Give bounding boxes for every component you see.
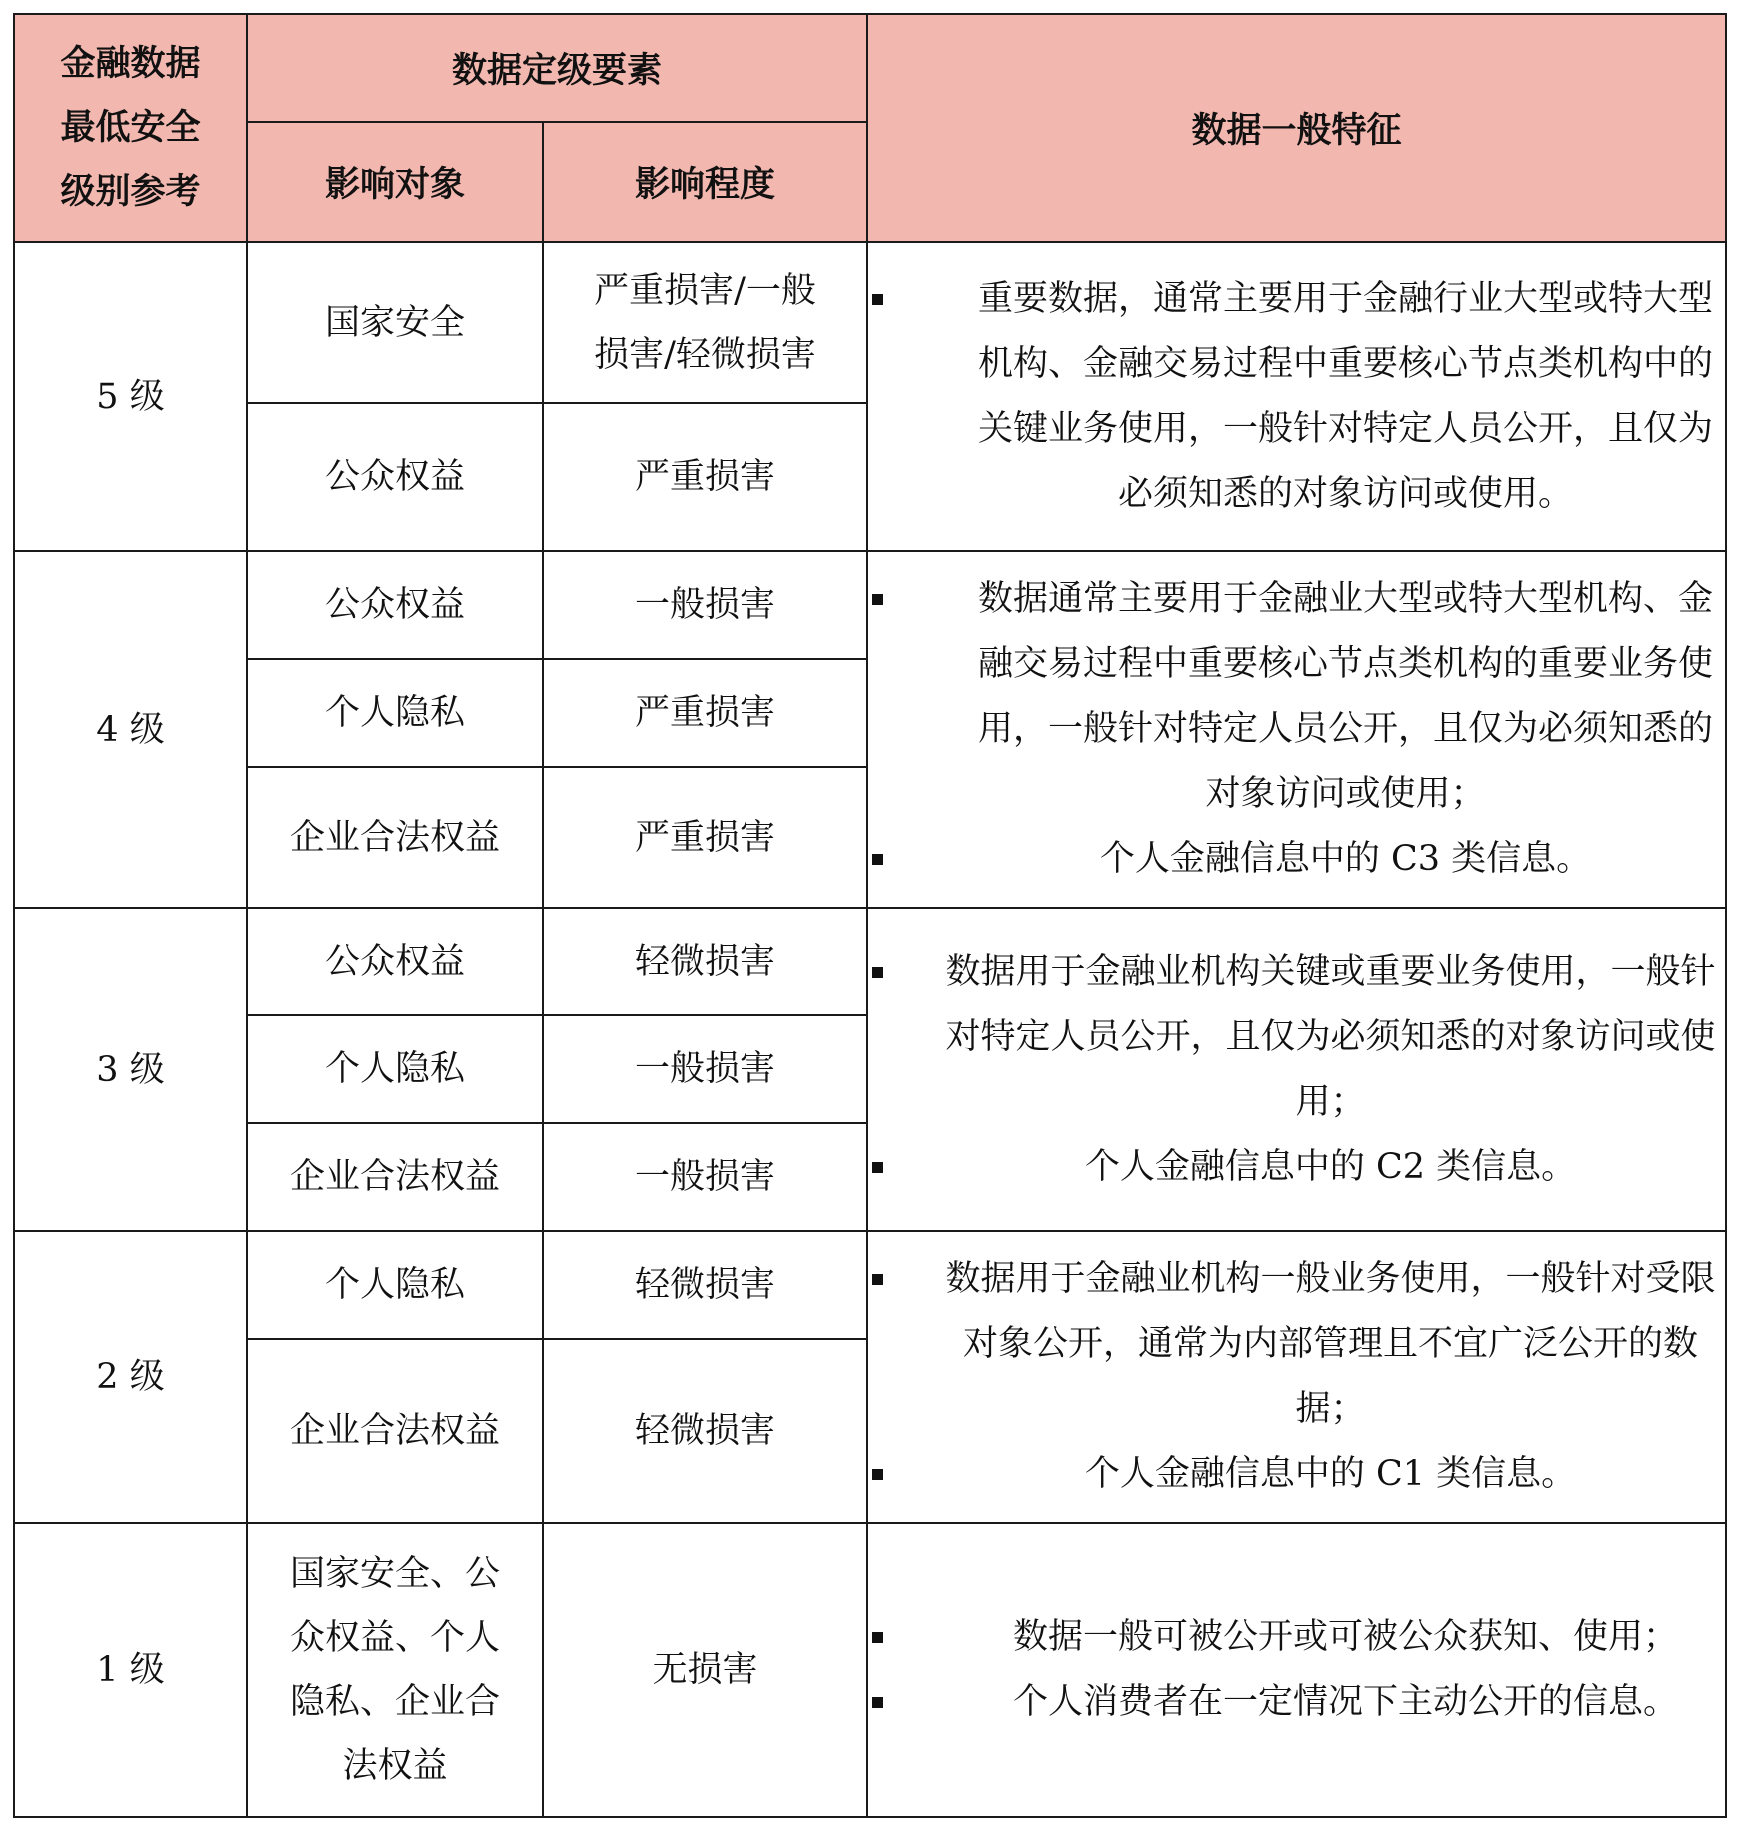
- feature-item: 数据用于金融业机构关键或重要业务使用，一般针对特定人员公开，且仅为必须知悉的对象访问或使用；: [868, 940, 1725, 1135]
- feature-item: 重要数据，通常主要用于金融行业大型或特大型机构、金融交易过程中重要核心节点类机构中的关键业务使用，一般针对特定人员公开，且仅为必须知悉的对象访问或使用。: [868, 267, 1725, 527]
- degree-cell: 严重损害: [543, 403, 867, 551]
- degree-cell: 一般损害: [543, 1015, 867, 1123]
- level-cell: 2 级: [14, 1231, 247, 1523]
- degree-cell: 严重损害: [543, 767, 867, 908]
- table-row: [14, 551, 1726, 659]
- header-features: 数据一般特征: [867, 14, 1726, 242]
- table-row: [14, 1231, 1726, 1339]
- target-cell: 企业合法权益: [247, 1123, 543, 1231]
- target-cell: [247, 1523, 543, 1817]
- features-cell: [867, 1231, 1726, 1523]
- header-level-label: 金融数据最低安全级别参考: [60, 44, 201, 212]
- header-level: [14, 14, 247, 242]
- degree-text: 严重损害/一般损害/轻微损害: [594, 270, 816, 375]
- degree-cell: 一般损害: [543, 551, 867, 659]
- target-cell: 企业合法权益: [247, 1339, 543, 1523]
- level-cell: 4 级: [14, 551, 247, 908]
- features-cell: [867, 1523, 1726, 1817]
- feature-item: 数据通常主要用于金融业大型或特大型机构、金融交易过程中重要核心节点类机构的重要业务使用，一般针对特定人员公开，且仅为必须知悉的对象访问或使用；: [868, 567, 1725, 827]
- target-cell: 个人隐私: [247, 1231, 543, 1339]
- degree-cell: 一般损害: [543, 1123, 867, 1231]
- table-row: [14, 908, 1726, 1015]
- degree-cell: 无损害: [543, 1523, 867, 1817]
- target-cell: 个人隐私: [247, 1015, 543, 1123]
- table-row: [14, 242, 1726, 403]
- feature-item: 数据一般可被公开或可被公众获知、使用；: [868, 1605, 1725, 1670]
- degree-cell: 轻微损害: [543, 908, 867, 1015]
- degree-cell: 严重损害: [543, 659, 867, 767]
- level-cell: 3 级: [14, 908, 247, 1231]
- features-cell: [867, 242, 1726, 551]
- feature-list: [868, 1247, 1725, 1507]
- header-factors: 数据定级要素: [247, 14, 867, 122]
- table-row: [14, 1523, 1726, 1817]
- feature-list: [868, 567, 1725, 892]
- feature-item: 个人金融信息中的 C2 类信息。: [868, 1135, 1725, 1200]
- feature-list: [868, 267, 1725, 527]
- target-text: 国家安全、公众权益、个人隐私、企业合法权益: [289, 1554, 500, 1786]
- target-cell: 个人隐私: [247, 659, 543, 767]
- target-cell: 公众权益: [247, 551, 543, 659]
- feature-list: [868, 940, 1725, 1200]
- degree-cell: [543, 242, 867, 403]
- data-grading-table: [13, 13, 1727, 1818]
- level-cell: 5 级: [14, 242, 247, 551]
- degree-cell: 轻微损害: [543, 1231, 867, 1339]
- level-cell: 1 级: [14, 1523, 247, 1817]
- feature-item: 个人金融信息中的 C3 类信息。: [868, 827, 1725, 892]
- target-cell: 公众权益: [247, 403, 543, 551]
- target-cell: 企业合法权益: [247, 767, 543, 908]
- feature-item: 个人金融信息中的 C1 类信息。: [868, 1442, 1725, 1507]
- degree-cell: 轻微损害: [543, 1339, 867, 1523]
- feature-item: 个人消费者在一定情况下主动公开的信息。: [868, 1670, 1725, 1735]
- feature-item: 数据用于金融业机构一般业务使用，一般针对受限对象公开，通常为内部管理且不宜广泛公开的数据；: [868, 1247, 1725, 1442]
- header-target: 影响对象: [247, 122, 543, 242]
- target-cell: 公众权益: [247, 908, 543, 1015]
- feature-list: [868, 1605, 1725, 1735]
- header-degree: 影响程度: [543, 122, 867, 242]
- target-cell: 国家安全: [247, 242, 543, 403]
- features-cell: [867, 551, 1726, 908]
- features-cell: [867, 908, 1726, 1231]
